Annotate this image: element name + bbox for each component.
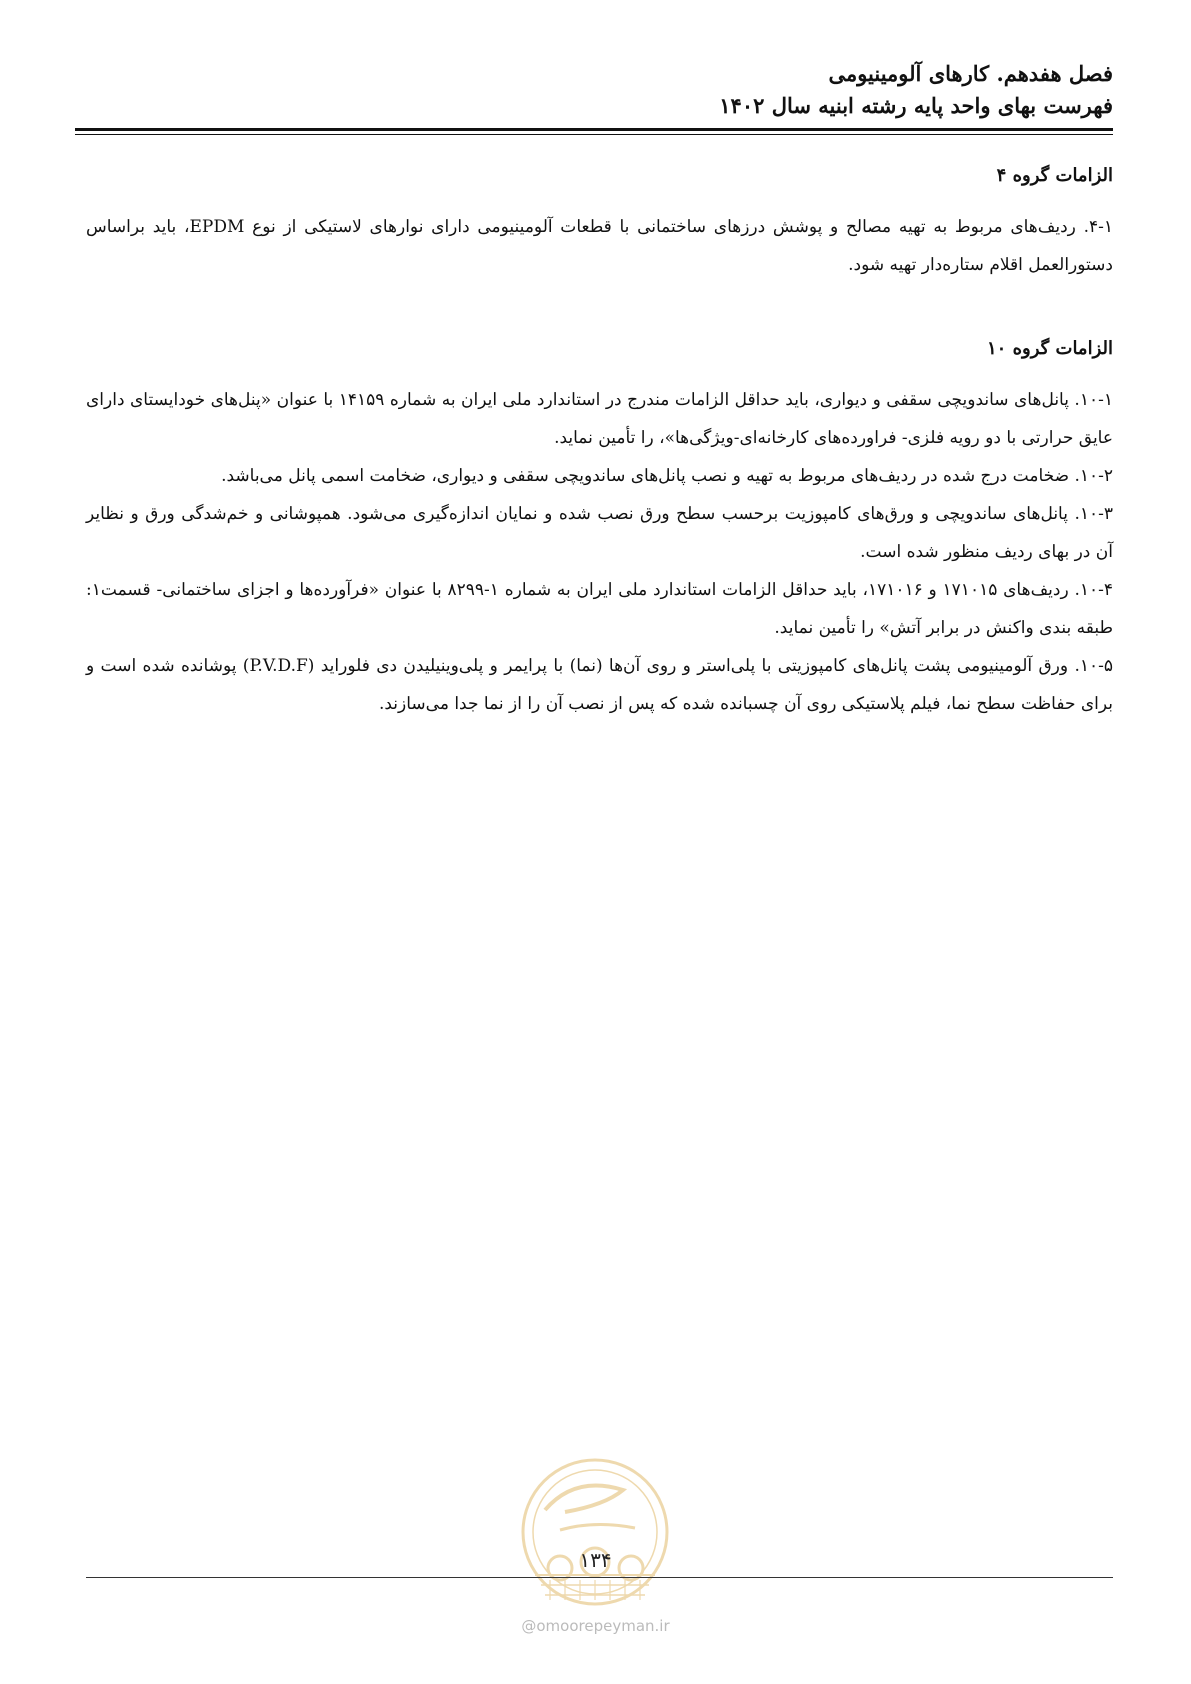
page-header (73, 58, 1113, 122)
paragraph-10-2: ۱۰-۲. ضخامت درج شده در ردیف‌های مربوط به تهیه و نصب پانل‌های ساندویچی سقفی و دیواری، ضخامت اسمی پانل می‌باشد. (221, 466, 1113, 486)
footer-rule (86, 1577, 1113, 1578)
header-rule-thin (75, 134, 1113, 135)
watermark-url: @omoorepeyman.ir (521, 1617, 670, 1635)
book-title: فهرست بهای واحد پایه رشته ابنیه سال ۱۴۰۲ (719, 93, 1113, 118)
main-content (86, 165, 1113, 723)
paragraph-10-3: ۱۰-۳. پانل‌های ساندویچی و ورق‌های کامپوزیت برحسب سطح ورق نصب شده و نمایان اندازه‌گیری می‌شود. همپوشانی و خم‌شدگی ورق و نظایر آن در بهای ردیف منظور شده است. (86, 504, 1113, 562)
paragraph-10-5: ۱۰-۵. ورق آلومینیومی پشت پانل‌های کامپوزیتی با پلی‌استر و روی آن‌ها (نما) با پرایمر و پلی‌وینیلیدن دی فلوراید (P.V.D.F) پوشانده شده است و برای حفاظت سطح نما، فیلم پلاستیکی روی آن چسبانده شده که پس از نصب آن را از نما جدا می‌سازند. (86, 656, 1113, 714)
paragraph-10-1: ۱۰-۱. پانل‌های ساندویچی سقفی و دیواری، باید حداقل الزامات مندرج در استاندارد ملی ایران به شماره ۱۴۱۵۹ با عنوان «پنل‌های خودایستای دارای عایق حرارتی با دو رویه فلزی- فراورده‌های کارخانه‌ای-ویژگی‌ها»، را تأمین نماید. (86, 390, 1113, 448)
header-rule-thick (75, 128, 1113, 131)
omoore-peyman-seal-icon (505, 1450, 685, 1620)
paragraph-4-1: ۴-۱. ردیف‌های مربوط به تهیه مصالح و پوشش درزهای ساختمانی با قطعات آلومینیومی دارای نوارهای لاستیکی از نوع EPDM، باید براساس دستورالعمل اقلام ستاره‌دار تهیه شود. (86, 217, 1114, 275)
paragraph-10-4: ۱۰-۴. ردیف‌های ۱۷۱۰۱۵ و ۱۷۱۰۱۶، باید حداقل الزامات استاندارد ملی ایران به شماره ۱-۸۲۹۹ با عنوان «فرآورده‌ها و اجزای ساختمانی- قسمت۱: طبقه بندی واکنش در برابر آتش» را تأمین نماید. (86, 580, 1113, 638)
chapter-title: فصل هفدهم. کارهای آلومینیومی (828, 61, 1113, 86)
page-number: ۱۳۴ (579, 1548, 612, 1572)
section-spacer (86, 284, 1113, 338)
section-title-group-10: الزامات گروه ۱۰ (987, 338, 1113, 359)
section-title-group-4: الزامات گروه ۴ (996, 165, 1113, 186)
